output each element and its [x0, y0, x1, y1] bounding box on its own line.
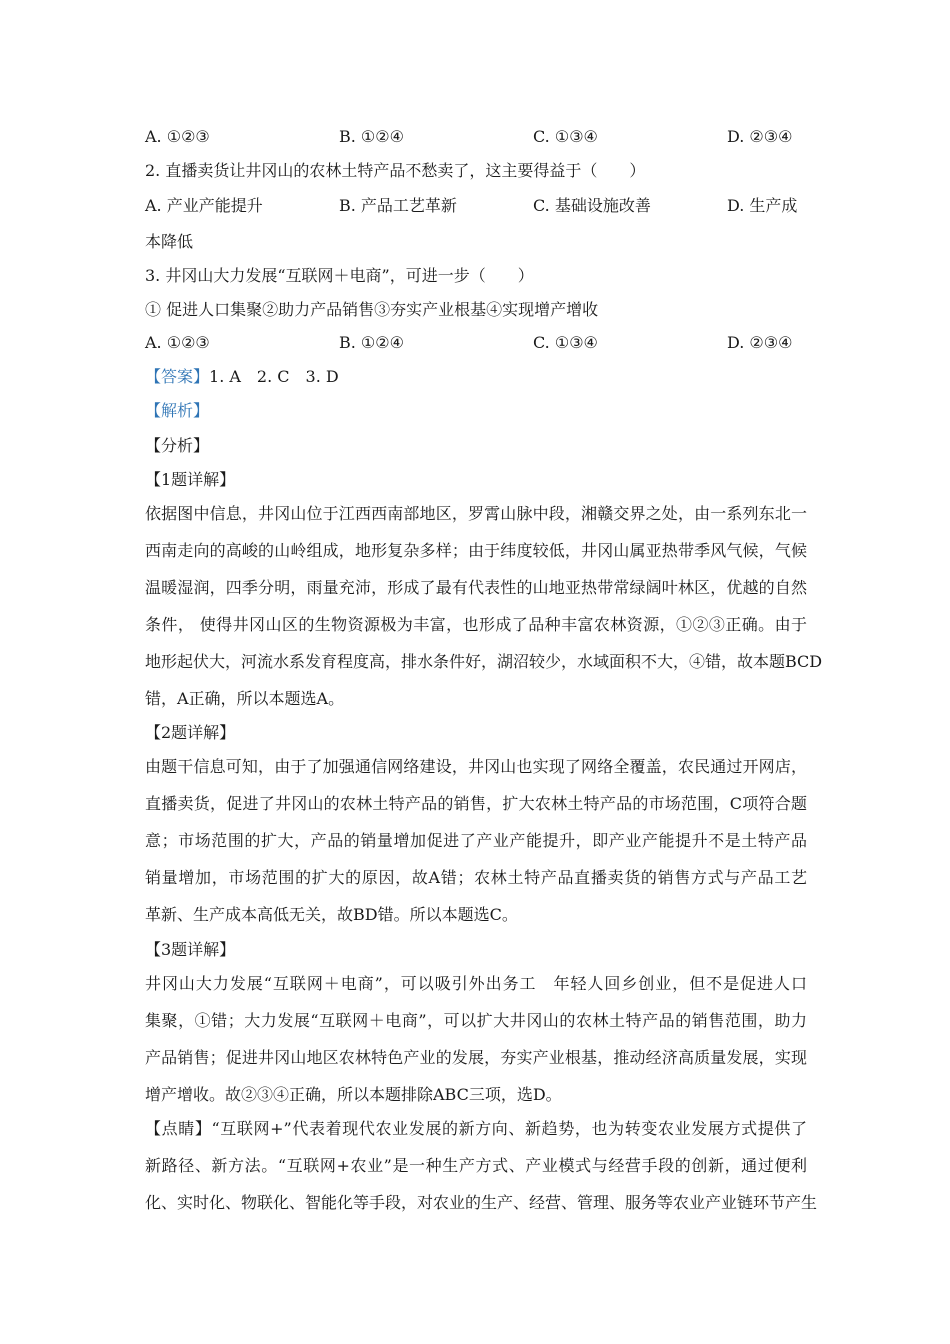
analysis-tag: 【解析】 [145, 401, 210, 420]
d1-title: 【1题详解】 [145, 470, 236, 489]
q2-option-a: A. 产业产能提升 [145, 196, 263, 215]
q2-stem: 2. 直播卖货让井冈山的农林土特产品不愁卖了，这主要得益于（ ） [145, 161, 646, 180]
d1-line: 地形起伏大，河流水系发育程度高，排水条件好，湖沼较少，水域面积不大，④错，故本题BCD [145, 652, 823, 671]
d2-line: 意；市场范围的扩大，产品的销量增加促进了产业产能提升，即产业产能提升不是土特产品 [145, 831, 807, 850]
q1-option-c: C. ①③④ [533, 127, 598, 146]
answer-line [145, 367, 339, 387]
d2-line: 革新、生产成本高低无关，故BD错。所以本题选C。 [145, 905, 518, 924]
dianjing-line: 新路径、新方法。“互联网+农业”是一种生产方式、产业模式与经营手段的创新，通过便利 [145, 1156, 807, 1175]
d3-title: 【3题详解】 [145, 940, 236, 959]
q1-option-b: B. ①②④ [339, 127, 404, 146]
q3-option-c: C. ①③④ [533, 333, 598, 352]
answer-text: 1. A 2. C 3. D [209, 367, 339, 386]
d2-line: 直播卖货，促进了井冈山的农林土特产品的销售，扩大农林土特产品的市场范围，C项符合题 [145, 794, 807, 813]
q2-option-d: D. 生产成 [727, 196, 798, 215]
q1-option-a: A. ①②③ [145, 127, 210, 146]
dianjing-line: 化、实时化、物联化、智能化等手段，对农业的生产、经营、管理、服务等农业产业链环节产生 [145, 1193, 818, 1212]
q2-option-b: B. 产品工艺革新 [339, 196, 457, 215]
q1-option-d: D. ②③④ [727, 127, 793, 146]
q2-option-c: C. 基础设施改善 [533, 196, 651, 215]
d1-line: 温暖湿润，四季分明，雨量充沛，形成了最有代表性的山地亚热带常绿阔叶林区，优越的自然 [145, 578, 807, 597]
d1-line: 条件， 使得井冈山区的生物资源极为丰富，也形成了品种丰富农林资源，①②③正确。由于 [145, 615, 807, 634]
fenxi-heading: 【分析】 [145, 436, 210, 455]
d3-line: 产品销售；促进井冈山地区农林特色产业的发展，夯实产业根基，推动经济高质量发展，实现 [145, 1048, 807, 1067]
d2-line: 由题干信息可知，由于了加强通信网络建设，井冈山也实现了网络全覆盖，农民通过开网店， [145, 757, 807, 776]
d3-line: 集聚，①错；大力发展“互联网＋电商”，可以扩大井冈山的农林土特产品的销售范围，助力 [145, 1011, 807, 1030]
q2-option-wrap: 本降低 [145, 232, 194, 251]
q3-stem: 3. 井冈山大力发展“互联网＋电商”，可进一步（ ） [145, 266, 534, 285]
q3-items: ① 促进人口集聚②助力产品销售③夯实产业根基④实现增产增收 [145, 300, 599, 319]
d1-line: 错，A正确，所以本题选A。 [145, 689, 345, 708]
d1-line: 西南走向的高峻的山岭组成，地形复杂多样；由于纬度较低，井冈山属亚热带季风气候，气候 [145, 541, 807, 560]
d3-line: 增产增收。故②③④正确，所以本题排除ABC三项，选D。 [145, 1085, 562, 1104]
d1-line: 依据图中信息，井冈山位于江西西南部地区，罗霄山脉中段，湘赣交界之处，由一系列东北一 [145, 504, 807, 523]
d3-line: 井冈山大力发展“互联网＋电商”，可以吸引外出务工 年轻人回乡创业，但不是促进人口 [145, 974, 807, 993]
dianjing-line: 【点睛】“互联网+”代表着现代农业发展的新方向、新趋势，也为转变农业发展方式提供了 [145, 1119, 807, 1138]
d2-line: 销量增加，市场范围的扩大的原因，故A错；农林土特产品直播卖货的销售方式与产品工艺 [145, 868, 807, 887]
q3-option-a: A. ①②③ [145, 333, 210, 352]
q3-option-d: D. ②③④ [727, 333, 793, 352]
answer-tag: 【答案】 [145, 367, 210, 386]
d2-title: 【2题详解】 [145, 723, 236, 742]
q3-option-b: B. ①②④ [339, 333, 404, 352]
